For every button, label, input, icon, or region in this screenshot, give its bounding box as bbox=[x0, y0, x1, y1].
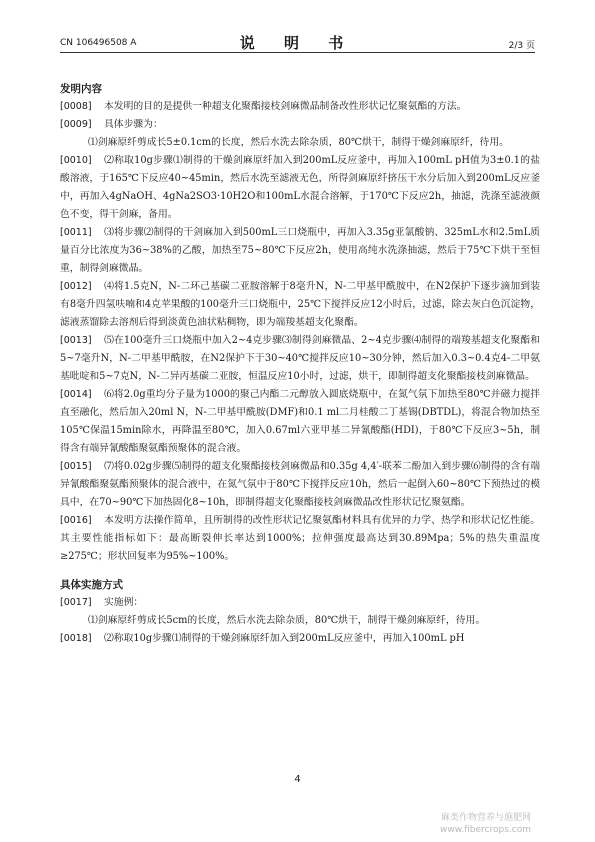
page-indicator: 2/3 页 bbox=[508, 41, 535, 51]
paragraph-0009 bbox=[60, 116, 540, 134]
paragraph-0012 bbox=[60, 278, 540, 332]
paragraph-number: [0008] bbox=[60, 101, 92, 112]
paragraph-number: [0012] bbox=[60, 281, 92, 292]
paragraph-text: ⑸在100毫升三口烧瓶中加入2~4克步骤⑶制得剑麻微晶、2~4克步骤⑷制得的端羧基超支化聚酯和5~7毫升N，N-二甲基甲酰胺，在N2保护下于30~40℃搅拌反应10~30分钟，然后加入0.3~0.4克4-二甲氨基吡啶和5~7克N，N-二异丙基碳二亚胺，恒温反应10小时，过滤，烘干，即制得超支化聚酯接枝剑麻微晶。 bbox=[60, 335, 540, 382]
patent-number: CN 106496508 A bbox=[60, 38, 137, 48]
paragraph-text: 实施例： bbox=[104, 597, 144, 608]
paragraph-text: ⑶将步骤⑵制得的干剑麻加入到500mL三口烧瓶中，再加入3.35g亚氯酸钠、325mL水和2.5mL质量百分比浓度为36~38%的乙酸，加热至75~80℃下反应2h，使用高纯水洗涤抽滤，然后于75℃下烘干至恒重，制得剑麻微晶。 bbox=[60, 227, 540, 274]
paragraph-number: [0017] bbox=[60, 597, 92, 608]
section-title-summary: 发明内容 bbox=[60, 83, 102, 95]
paragraph-0014 bbox=[60, 386, 540, 458]
step-1-paragraph bbox=[60, 134, 540, 152]
paragraph-number: [0014] bbox=[60, 389, 92, 400]
paragraph-number: [0011] bbox=[60, 227, 92, 238]
embodiment-step-1-paragraph bbox=[60, 612, 540, 630]
paragraph-0011 bbox=[60, 224, 540, 278]
page-header bbox=[60, 24, 535, 53]
paragraph-0008 bbox=[60, 98, 540, 116]
paragraph-text: 本发明方法操作简单，且所制得的改性形状记忆聚氨酯材料具有优异的力学、热学和形状记忆性能。其主要性能指标如下：最高断裂伸长率达到1000%；拉伸强度最高达到30.89Mpa；5%的热失重温度≥275℃；形状回复率为95%~100%。 bbox=[60, 515, 540, 562]
paragraph-text: ⑴剑麻原纤剪成长5cm的长度，然后水洗去除杂质，80℃烘干，制得干燥剑麻原纤，待用。 bbox=[88, 615, 486, 626]
document-body bbox=[60, 80, 540, 648]
paragraph-0013 bbox=[60, 332, 540, 386]
paragraph-text: ⑷将1.5克N，N-二环己基碳二亚胺溶解于8毫升N，N-二甲基甲酰胺中，在N2保护下逐步滴加到装有8毫升四氢呋喃和4克苹果酸的100毫升三口烧瓶中，25℃下搅拌反应12小时后，过滤，除去灰白色沉淀物，滤液蒸馏除去溶剂后得到淡黄色油状粘稠物，即为端羧基超支化聚酯。 bbox=[60, 281, 540, 328]
paragraph-number: [0009] bbox=[60, 119, 92, 130]
paragraph-0017 bbox=[60, 594, 540, 612]
paragraph-text: ⑵称取10g步骤⑴制得的干燥剑麻原纤加入到200mL反应釜中，再加入100mL pH值为3±0.1的盐酸溶液，于165℃下反应40~45min，然后水洗至滤液无色，所得剑麻原纤挤压干水分后加入到200mL反应釜中，再加入4gNaOH、4gNa2SO3·10H2O和100mL水混合溶解，于170℃下反应2h，抽滤，洗涤至滤液颜色不变，得干剑麻，备用。 bbox=[60, 155, 540, 220]
paragraph-text: ⑵称取10g步骤⑴制得的干燥剑麻原纤加入到200mL反应釜中，再加入100mL pH bbox=[104, 633, 465, 644]
paragraph-0018 bbox=[60, 630, 540, 648]
watermark-site-name: 麻类作物营养与施肥网 bbox=[440, 813, 531, 823]
paragraph-number: [0015] bbox=[60, 461, 92, 472]
paragraph-number: [0010] bbox=[60, 155, 92, 166]
paragraph-text: ⑴剑麻原纤剪成长5±0.1cm的长度，然后水洗去除杂质，80℃烘干，制得干燥剑麻原纤，待用。 bbox=[88, 137, 509, 148]
paragraph-0015 bbox=[60, 458, 540, 512]
watermark-url: www.fibercrops.com bbox=[440, 825, 531, 835]
paragraph-0010 bbox=[60, 152, 540, 224]
document-title: 说 明 书 bbox=[239, 34, 356, 52]
paragraph-0016 bbox=[60, 512, 540, 566]
paragraph-text: 具体步骤为： bbox=[104, 119, 163, 130]
paragraph-text: ⑹将2.0g重均分子量为1000的聚己内酯二元醇放入圆底烧瓶中，在氮气氛下加热至80℃并磁力搅拌直至融化，然后加入20ml N，N-二甲基甲酰胺(DMF)和0.1 ml二月桂酸二丁基锡(DBTDL)，将混合物加热至105℃保温15min除水，再降温至80℃，加入0.67ml六亚甲基二异氰酸酯(HDI)，于80℃下反应3~5h，制得含有端异氰酸酯聚氨酯预聚体的混合液。 bbox=[60, 389, 540, 454]
paragraph-text: 本发明的目的是提供一种超支化聚酯接枝剑麻微晶制备改性形状记忆聚氨酯的方法。 bbox=[104, 101, 467, 112]
section-title-embodiment: 具体实施方式 bbox=[60, 579, 123, 591]
paragraph-text: ⑺将0.02g步骤⑸制得的超支化聚酯接枝剑麻微晶和0.35g 4,4′-联苯二酚加入到步骤⑹制得的含有端异氰酸酯聚氨酯预聚体的混合液中，在氮气氛中于80℃下搅拌反应10h，然后一起倒入60~80℃下预热过的模具中，在70~90℃下加热固化8~10h，即制得超支化聚酯接枝剑麻微晶改性形状记忆聚氨酯。 bbox=[60, 461, 540, 508]
paragraph-number: [0018] bbox=[60, 633, 92, 644]
watermark bbox=[440, 812, 531, 836]
paragraph-number: [0013] bbox=[60, 335, 92, 346]
paragraph-number: [0016] bbox=[60, 515, 92, 526]
page-number: 4 bbox=[294, 774, 301, 785]
